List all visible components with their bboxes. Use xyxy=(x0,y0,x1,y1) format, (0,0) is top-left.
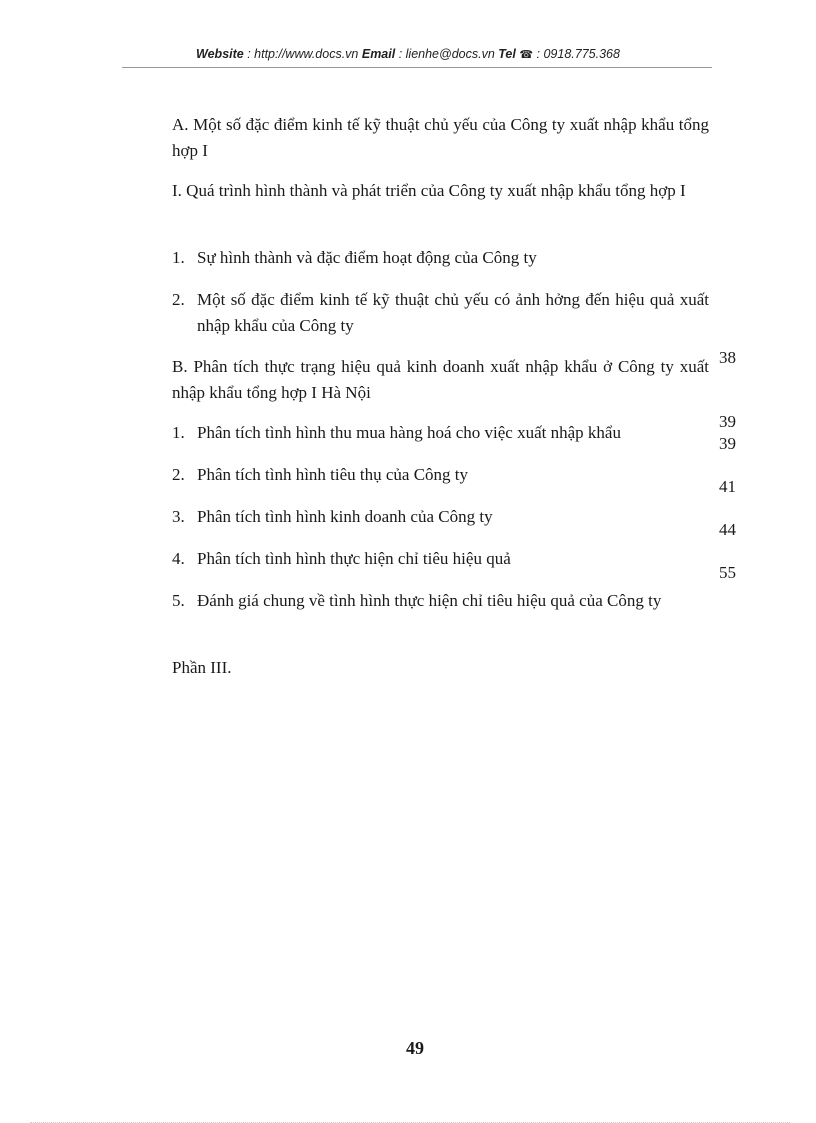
item-number: 3. xyxy=(172,507,185,526)
item-number: 1. xyxy=(172,248,185,267)
website-label: Website xyxy=(196,47,244,61)
website-url[interactable]: http://www.docs.vn xyxy=(254,47,359,61)
toc-item-b4 xyxy=(172,546,709,572)
phone-icon: ☎ xyxy=(519,49,534,61)
item-number: 2. xyxy=(172,465,185,484)
header-divider xyxy=(122,67,712,68)
toc-item-i1 xyxy=(172,245,709,271)
item-text: Phân tích tình hình tiêu thụ của Công ty xyxy=(197,465,469,484)
toc-item-b1 xyxy=(172,420,709,446)
item-text: Đánh giá chung về tình hình thực hiện chỉ tiêu hiệu quả của Công ty xyxy=(197,591,662,610)
toc-item-a: A. Một số đặc điểm kinh tế kỹ thuật chủ yếu của Công ty xuất nhập khẩu tổng hợp I xyxy=(172,115,709,160)
page-ref: 44 xyxy=(719,520,736,539)
page-ref: 39 xyxy=(719,412,736,431)
page-ref: 41 xyxy=(719,477,736,496)
email-address[interactable]: lienhe@docs.vn xyxy=(405,47,495,61)
toc-item-i: I. Quá trình hình thành và phát triển của Công ty xuất nhập khẩu tổng hợp I xyxy=(172,181,686,200)
email-label: Email xyxy=(361,47,396,61)
item-text: Phân tích tình hình kinh doanh của Công ty xyxy=(197,507,493,526)
item-number: 1. xyxy=(172,423,185,442)
toc-item-i2 xyxy=(172,287,709,339)
toc-item-b5 xyxy=(172,588,709,614)
page-header: Website : http://www.docs.vn Email : lienhe@docs.vn Tel ☎ : 0918.775.368 xyxy=(196,47,620,61)
item-text: Phân tích tình hình thực hiện chỉ tiêu hiệu quả xyxy=(197,549,511,568)
page-ref: 55 xyxy=(719,563,736,582)
toc-item-b2 xyxy=(172,462,709,488)
tel-number: 0918.775.368 xyxy=(543,47,620,61)
item-number: 2. xyxy=(172,290,185,309)
item-number: 5. xyxy=(172,591,185,610)
item-number: 4. xyxy=(172,549,185,568)
item-text: Sự hình thành và đặc điểm hoạt động của Công ty xyxy=(197,248,537,267)
item-text: Một số đặc điểm kinh tế kỹ thuật chủ yếu có ảnh hởng đến hiệu quả xuất nhập khẩu của Công ty xyxy=(197,290,709,335)
page-ref: 38 xyxy=(719,348,736,367)
toc-item-part3: Phần III. xyxy=(172,658,232,677)
page-ref: 39 xyxy=(719,434,736,453)
toc-item-b3 xyxy=(172,504,709,530)
tel-label: Tel xyxy=(498,47,516,61)
item-text: Phân tích tình hình thu mua hàng hoá cho việc xuất nhập khẩu xyxy=(197,423,621,442)
toc-item-b: B. Phân tích thực trạng hiệu quả kinh doanh xuất nhập khẩu ở Công ty xuất nhập khẩu tổng hợp I Hà Nội xyxy=(172,357,709,402)
page-number: 49 xyxy=(406,1038,424,1058)
